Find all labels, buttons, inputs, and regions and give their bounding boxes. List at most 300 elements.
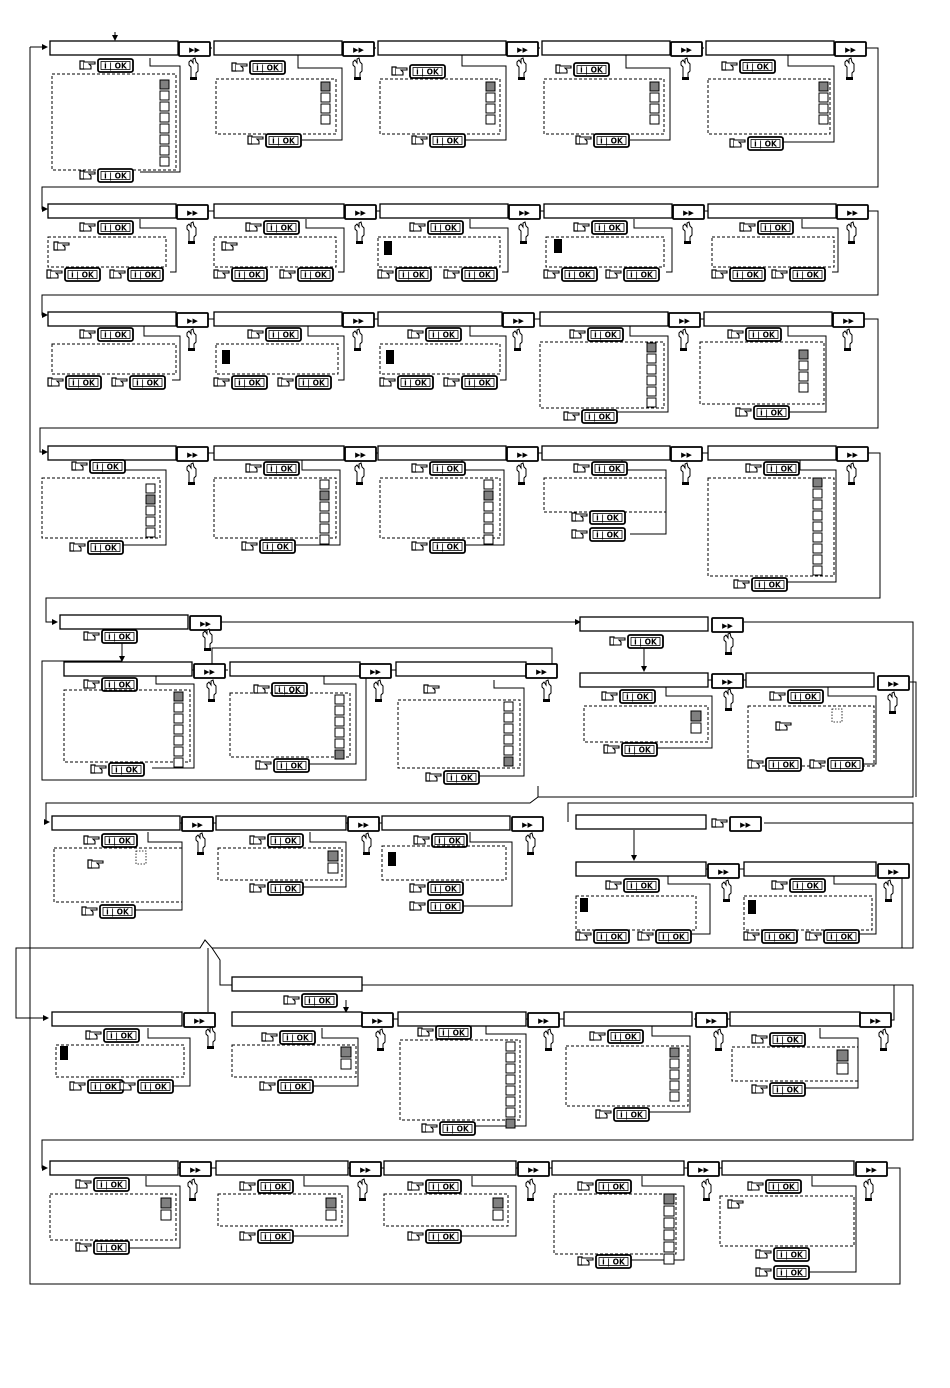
ok-button[interactable]	[774, 1248, 809, 1261]
ok-button[interactable]	[280, 1031, 315, 1044]
option-checkbox-icon[interactable]	[799, 350, 808, 359]
option-checkbox-icon[interactable]	[813, 511, 822, 520]
ok-button[interactable]	[138, 1080, 173, 1093]
ok-button[interactable]	[440, 1122, 475, 1135]
option-checkbox-icon[interactable]	[504, 746, 513, 755]
option-checkbox-icon[interactable]	[670, 1081, 679, 1090]
finger-outline	[519, 222, 528, 241]
option-checkbox-icon[interactable]	[647, 387, 656, 396]
option-checkbox-icon[interactable]	[484, 524, 493, 533]
ok-button[interactable]	[272, 683, 307, 696]
ok-button[interactable]	[88, 541, 123, 554]
ok-button-label: i | OK	[568, 270, 591, 280]
ok-button[interactable]	[622, 743, 657, 756]
ok-button[interactable]	[764, 462, 799, 475]
ok-button[interactable]	[766, 1180, 801, 1193]
pointing-hand-icon	[746, 464, 761, 472]
option-checkbox-icon[interactable]	[813, 544, 822, 553]
option-checkbox-icon[interactable]	[650, 115, 659, 124]
option-checkbox-icon[interactable]	[813, 555, 822, 564]
ok-button[interactable]	[824, 930, 859, 943]
ok-button[interactable]	[770, 1083, 805, 1096]
option-checkbox-icon[interactable]	[813, 500, 822, 509]
ok-button-label: i | OK	[272, 330, 295, 340]
next-button[interactable]	[837, 447, 868, 461]
option-checkbox-icon[interactable]	[506, 1053, 515, 1062]
next-button[interactable]	[177, 447, 208, 461]
option-checkbox-icon[interactable]	[484, 513, 493, 522]
option-checkbox-icon[interactable]	[326, 1210, 336, 1220]
ok-button[interactable]	[65, 268, 100, 281]
ok-button[interactable]	[398, 376, 433, 389]
hand-finger	[734, 140, 745, 147]
ok-button[interactable]	[232, 376, 267, 389]
option-checkbox-icon[interactable]	[321, 82, 330, 91]
ok-button[interactable]	[754, 406, 789, 419]
ok-button[interactable]	[264, 221, 299, 234]
options-panel	[576, 896, 696, 930]
next-button[interactable]	[712, 674, 743, 688]
option-checkbox-icon[interactable]	[819, 82, 828, 91]
ok-button-label: i | OK	[274, 836, 297, 846]
menu-screens	[42, 41, 909, 1279]
ok-button[interactable]	[428, 882, 463, 895]
next-button[interactable]	[856, 1162, 887, 1176]
ok-button[interactable]	[590, 528, 625, 541]
ok-button[interactable]	[426, 1180, 461, 1193]
option-checkbox-icon[interactable]	[813, 522, 822, 531]
next-button[interactable]	[503, 313, 534, 327]
ok-button-label: i | OK	[620, 1110, 643, 1120]
ok-button[interactable]	[730, 268, 765, 281]
option-checkbox-icon[interactable]	[174, 725, 183, 734]
option-checkbox-icon[interactable]	[813, 533, 822, 542]
option-checkbox-icon[interactable]	[146, 495, 155, 504]
hand-cuff	[412, 542, 416, 550]
hand-cuff	[746, 464, 750, 472]
option-checkbox-icon[interactable]	[799, 361, 808, 370]
ok-button[interactable]	[594, 930, 629, 943]
next-button[interactable]	[348, 817, 379, 831]
option-checkbox-icon[interactable]	[161, 1198, 171, 1208]
option-checkbox-icon[interactable]	[664, 1242, 674, 1252]
next-button[interactable]	[833, 313, 864, 327]
ok-button[interactable]	[828, 758, 863, 771]
ok-button[interactable]	[462, 376, 497, 389]
option-checkbox-icon[interactable]	[504, 713, 513, 722]
next-button-label: ▶▶	[888, 868, 899, 876]
option-checkbox-icon[interactable]	[174, 714, 183, 723]
option-checkbox-icon[interactable]	[335, 750, 344, 759]
ok-button[interactable]	[762, 930, 797, 943]
ok-button[interactable]	[592, 462, 627, 475]
option-checkbox-icon[interactable]	[146, 517, 155, 526]
option-checkbox-icon[interactable]	[813, 478, 822, 487]
ok-button[interactable]	[250, 61, 285, 74]
next-button[interactable]	[182, 817, 213, 831]
option-checkbox-icon[interactable]	[341, 1047, 351, 1057]
option-checkbox-icon[interactable]	[160, 135, 169, 144]
option-checkbox-icon[interactable]	[504, 735, 513, 744]
ok-button-label: i | OK	[796, 270, 819, 280]
option-checkbox-icon[interactable]	[506, 1075, 515, 1084]
option-checkbox-icon[interactable]	[813, 489, 822, 498]
next-button[interactable]	[345, 447, 376, 461]
ok-button[interactable]	[594, 134, 629, 147]
ok-button[interactable]	[430, 462, 465, 475]
next-button[interactable]	[184, 1013, 215, 1027]
hand-cuff	[410, 902, 414, 910]
option-checkbox-icon[interactable]	[819, 93, 828, 102]
finger-cuff	[527, 852, 534, 855]
option-checkbox-icon[interactable]	[341, 1059, 351, 1069]
pointing-hand-icon	[88, 860, 103, 868]
ok-button[interactable]	[752, 578, 787, 591]
option-checkbox-icon[interactable]	[647, 343, 656, 352]
next-button[interactable]	[673, 205, 704, 219]
option-checkbox-icon[interactable]	[650, 104, 659, 113]
ok-button[interactable]	[274, 759, 309, 772]
option-checkbox-icon[interactable]	[320, 491, 329, 500]
option-checkbox-icon[interactable]	[320, 480, 329, 489]
ok-button[interactable]	[266, 328, 301, 341]
option-checkbox-icon[interactable]	[504, 702, 513, 711]
ok-button[interactable]	[656, 930, 691, 943]
ok-button[interactable]	[98, 328, 133, 341]
option-checkbox-icon[interactable]	[691, 711, 701, 721]
option-checkbox-icon[interactable]	[837, 1063, 848, 1074]
ok-button[interactable]	[788, 690, 823, 703]
hand-finger	[752, 1183, 763, 1190]
option-checkbox-icon[interactable]	[670, 1070, 679, 1079]
ok-button[interactable]	[582, 410, 617, 423]
next-button[interactable]	[837, 205, 868, 219]
ok-button[interactable]	[94, 1241, 129, 1254]
option-checkbox-icon[interactable]	[335, 717, 344, 726]
ok-button[interactable]	[104, 1029, 139, 1042]
next-button[interactable]	[180, 1162, 211, 1176]
option-checkbox-icon[interactable]	[486, 93, 495, 102]
next-button[interactable]	[860, 1013, 891, 1027]
ok-button[interactable]	[278, 1080, 313, 1093]
finger-cuff	[377, 1048, 384, 1051]
next-button[interactable]	[878, 676, 909, 690]
ok-button[interactable]	[430, 134, 465, 147]
option-checkbox-icon[interactable]	[335, 695, 344, 704]
ok-button[interactable]	[90, 460, 125, 473]
option-checkbox-icon[interactable]	[486, 104, 495, 113]
next-button-label: ▶▶	[194, 1017, 205, 1025]
next-button[interactable]	[190, 616, 221, 630]
ok-button[interactable]	[102, 630, 137, 643]
option-checkbox-icon[interactable]	[160, 113, 169, 122]
option-checkbox-icon[interactable]	[320, 535, 329, 544]
next-button[interactable]	[671, 42, 702, 56]
option-checkbox-icon[interactable]	[174, 692, 183, 701]
ok-button[interactable]	[428, 221, 463, 234]
ok-button[interactable]	[102, 834, 137, 847]
pointing-hand-icon	[47, 270, 62, 278]
option-checkbox-icon[interactable]	[486, 115, 495, 124]
option-checkbox-icon[interactable]	[335, 739, 344, 748]
option-checkbox-icon[interactable]	[819, 115, 828, 124]
option-checkbox-icon[interactable]	[321, 115, 330, 124]
next-button[interactable]	[712, 618, 743, 632]
ok-button[interactable]	[100, 905, 135, 918]
next-button[interactable]	[528, 1013, 559, 1027]
ok-button[interactable]	[436, 1026, 471, 1039]
hand-cuff	[606, 881, 610, 889]
option-checkbox-icon[interactable]	[647, 398, 656, 407]
ok-button[interactable]	[258, 1230, 293, 1243]
option-checkbox-icon[interactable]	[160, 157, 169, 166]
ok-button[interactable]	[94, 1178, 129, 1191]
options-panel	[380, 79, 500, 134]
option-checkbox-icon[interactable]	[504, 724, 513, 733]
ok-button[interactable]	[462, 268, 497, 281]
option-checkbox-icon[interactable]	[160, 102, 169, 111]
ok-button[interactable]	[758, 221, 793, 234]
option-checkbox-icon[interactable]	[650, 93, 659, 102]
hand-cuff	[70, 543, 74, 551]
option-checkbox-icon[interactable]	[321, 93, 330, 102]
option-checkbox-icon[interactable]	[664, 1230, 674, 1240]
option-checkbox-icon[interactable]	[484, 502, 493, 511]
ok-button[interactable]	[426, 1230, 461, 1243]
option-checkbox-icon[interactable]	[506, 1097, 515, 1106]
option-checkbox-icon[interactable]	[647, 354, 656, 363]
option-checkbox-icon[interactable]	[664, 1194, 674, 1204]
ok-button[interactable]	[88, 1080, 123, 1093]
ok-button[interactable]	[396, 268, 431, 281]
finger-outline	[714, 1029, 723, 1048]
next-button[interactable]	[512, 817, 543, 831]
option-checkbox-icon[interactable]	[146, 528, 155, 537]
option-checkbox-icon[interactable]	[664, 1254, 674, 1264]
next-button[interactable]	[730, 817, 761, 831]
ok-button[interactable]	[588, 328, 623, 341]
option-checkbox-icon[interactable]	[174, 758, 183, 767]
option-checkbox-icon[interactable]	[335, 706, 344, 715]
ok-button[interactable]	[774, 1266, 809, 1279]
ok-button[interactable]	[748, 137, 783, 150]
ok-button[interactable]	[766, 758, 801, 771]
option-checkbox-icon[interactable]	[506, 1119, 515, 1128]
option-checkbox-icon[interactable]	[504, 757, 513, 766]
hand-finger	[252, 137, 263, 144]
ok-button[interactable]	[770, 1033, 805, 1046]
option-checkbox-icon[interactable]	[664, 1206, 674, 1216]
option-checkbox-icon[interactable]	[813, 566, 822, 575]
hand-cuff	[722, 62, 726, 70]
ok-button[interactable]	[592, 221, 627, 234]
ok-button[interactable]	[590, 511, 625, 524]
option-checkbox-icon[interactable]	[146, 506, 155, 515]
pointing-hand-icon	[48, 378, 63, 386]
ok-button[interactable]	[596, 1180, 631, 1193]
option-checkbox-icon[interactable]	[799, 383, 808, 392]
ok-button[interactable]	[444, 771, 479, 784]
next-button[interactable]	[194, 664, 225, 678]
next-button[interactable]	[671, 447, 702, 461]
ok-button[interactable]	[109, 763, 144, 776]
option-checkbox-icon[interactable]	[486, 82, 495, 91]
ok-button[interactable]	[596, 1255, 631, 1268]
option-checkbox-icon[interactable]	[506, 1086, 515, 1095]
next-button[interactable]	[507, 42, 538, 56]
ok-button[interactable]	[302, 994, 337, 1007]
ok-button[interactable]	[790, 879, 825, 892]
option-checkbox-icon[interactable]	[320, 502, 329, 511]
option-checkbox-icon[interactable]	[670, 1092, 679, 1101]
option-checkbox-icon[interactable]	[691, 723, 701, 733]
next-button[interactable]	[179, 42, 210, 56]
ok-button[interactable]	[296, 376, 331, 389]
lcd-screen	[544, 204, 672, 218]
option-checkbox-icon[interactable]	[506, 1042, 515, 1051]
ok-button[interactable]	[746, 328, 781, 341]
ok-button[interactable]	[258, 1180, 293, 1193]
option-checkbox-icon[interactable]	[174, 703, 183, 712]
hand-finger	[114, 271, 125, 278]
option-checkbox-icon[interactable]	[647, 376, 656, 385]
ok-button[interactable]	[130, 376, 165, 389]
next-button-label: ▶▶	[353, 46, 364, 54]
option-checkbox-icon[interactable]	[146, 484, 155, 493]
ok-button[interactable]	[430, 540, 465, 553]
next-button[interactable]	[350, 1162, 381, 1176]
ok-button-label: i | OK	[108, 632, 131, 642]
ok-button[interactable]	[740, 60, 775, 73]
ok-button[interactable]	[790, 268, 825, 281]
press-finger-icon	[517, 463, 526, 485]
option-checkbox-icon[interactable]	[320, 513, 329, 522]
option-checkbox-icon[interactable]	[160, 80, 169, 89]
option-checkbox-icon[interactable]	[320, 524, 329, 533]
next-button[interactable]	[669, 313, 700, 327]
ok-button[interactable]	[268, 834, 303, 847]
next-button[interactable]	[360, 664, 391, 678]
ok-button[interactable]	[426, 328, 461, 341]
option-checkbox-icon[interactable]	[328, 863, 338, 873]
ok-button[interactable]	[614, 1108, 649, 1121]
pointing-hand-icon	[278, 378, 293, 386]
next-button[interactable]	[343, 42, 374, 56]
pointing-hand-icon	[728, 1200, 743, 1208]
option-checkbox-icon[interactable]	[670, 1048, 679, 1057]
finger-cuff	[190, 77, 197, 80]
option-checkbox-icon[interactable]	[160, 124, 169, 133]
option-checkbox-icon[interactable]	[484, 491, 493, 500]
ok-button[interactable]	[562, 268, 597, 281]
ok-button[interactable]	[620, 690, 655, 703]
next-button[interactable]	[343, 313, 374, 327]
next-button[interactable]	[177, 313, 208, 327]
option-checkbox-icon[interactable]	[650, 82, 659, 91]
option-checkbox-icon[interactable]	[484, 480, 493, 489]
ok-button[interactable]	[298, 268, 333, 281]
option-checkbox-icon[interactable]	[174, 736, 183, 745]
ok-button[interactable]	[428, 900, 463, 913]
ok-button[interactable]	[260, 540, 295, 553]
option-checkbox-icon[interactable]	[664, 1218, 674, 1228]
ok-button[interactable]	[410, 65, 445, 78]
next-button[interactable]	[835, 42, 866, 56]
next-button[interactable]	[509, 205, 540, 219]
option-checkbox-icon[interactable]	[837, 1050, 848, 1061]
next-button[interactable]	[688, 1162, 719, 1176]
finger-outline	[196, 833, 205, 852]
ok-button[interactable]	[264, 462, 299, 475]
next-button[interactable]	[696, 1013, 727, 1027]
option-checkbox-icon[interactable]	[161, 1210, 171, 1220]
option-checkbox-icon[interactable]	[506, 1064, 515, 1073]
finger-cuff	[197, 852, 204, 855]
option-checkbox-icon[interactable]	[335, 728, 344, 737]
ok-button[interactable]	[624, 268, 659, 281]
flow-connector	[462, 680, 524, 776]
cursor-block-icon	[386, 350, 394, 364]
option-checkbox-icon[interactable]	[174, 747, 183, 756]
ok-button[interactable]	[98, 169, 133, 182]
ok-button[interactable]	[266, 134, 301, 147]
next-button[interactable]	[878, 864, 909, 878]
next-button[interactable]	[518, 1162, 549, 1176]
ok-button-label: i | OK	[468, 270, 491, 280]
pointing-hand-icon	[810, 760, 825, 768]
ok-button[interactable]	[268, 882, 303, 895]
option-checkbox-icon[interactable]	[484, 535, 493, 544]
option-checkbox-icon[interactable]	[647, 365, 656, 374]
option-checkbox-icon[interactable]	[506, 1108, 515, 1117]
option-checkbox-icon[interactable]	[493, 1210, 503, 1220]
option-checkbox-icon[interactable]	[321, 104, 330, 113]
next-button[interactable]	[177, 205, 208, 219]
next-button[interactable]	[345, 205, 376, 219]
ok-button[interactable]	[628, 635, 663, 648]
hand-finger	[448, 379, 459, 386]
ok-button[interactable]	[98, 59, 133, 72]
next-button[interactable]	[708, 864, 739, 878]
ok-button[interactable]	[98, 221, 133, 234]
option-checkbox-icon[interactable]	[326, 1198, 336, 1208]
ok-button[interactable]	[574, 63, 609, 76]
finger-cuff	[208, 699, 215, 702]
next-button[interactable]	[362, 1013, 393, 1027]
ok-button[interactable]	[232, 268, 267, 281]
option-checkbox-icon[interactable]	[819, 104, 828, 113]
option-checkbox-icon[interactable]	[160, 146, 169, 155]
ok-button[interactable]	[66, 376, 101, 389]
hand-cuff	[378, 270, 382, 278]
option-checkbox-icon[interactable]	[160, 91, 169, 100]
hand-finger	[740, 409, 751, 416]
ok-button[interactable]	[432, 834, 467, 847]
ok-button[interactable]	[128, 268, 163, 281]
ok-button[interactable]	[624, 879, 659, 892]
ok-button[interactable]	[102, 678, 137, 691]
option-checkbox-icon[interactable]	[670, 1059, 679, 1068]
ok-button[interactable]	[608, 1030, 643, 1043]
press-finger-icon	[724, 689, 733, 711]
ok-button-label: i | OK	[830, 932, 853, 942]
next-button[interactable]	[507, 447, 538, 461]
hand-cuff	[564, 412, 568, 420]
next-button[interactable]	[526, 664, 557, 678]
option-checkbox-icon[interactable]	[799, 372, 808, 381]
option-checkbox-icon[interactable]	[328, 851, 338, 861]
option-checkbox-icon[interactable]	[493, 1198, 503, 1208]
